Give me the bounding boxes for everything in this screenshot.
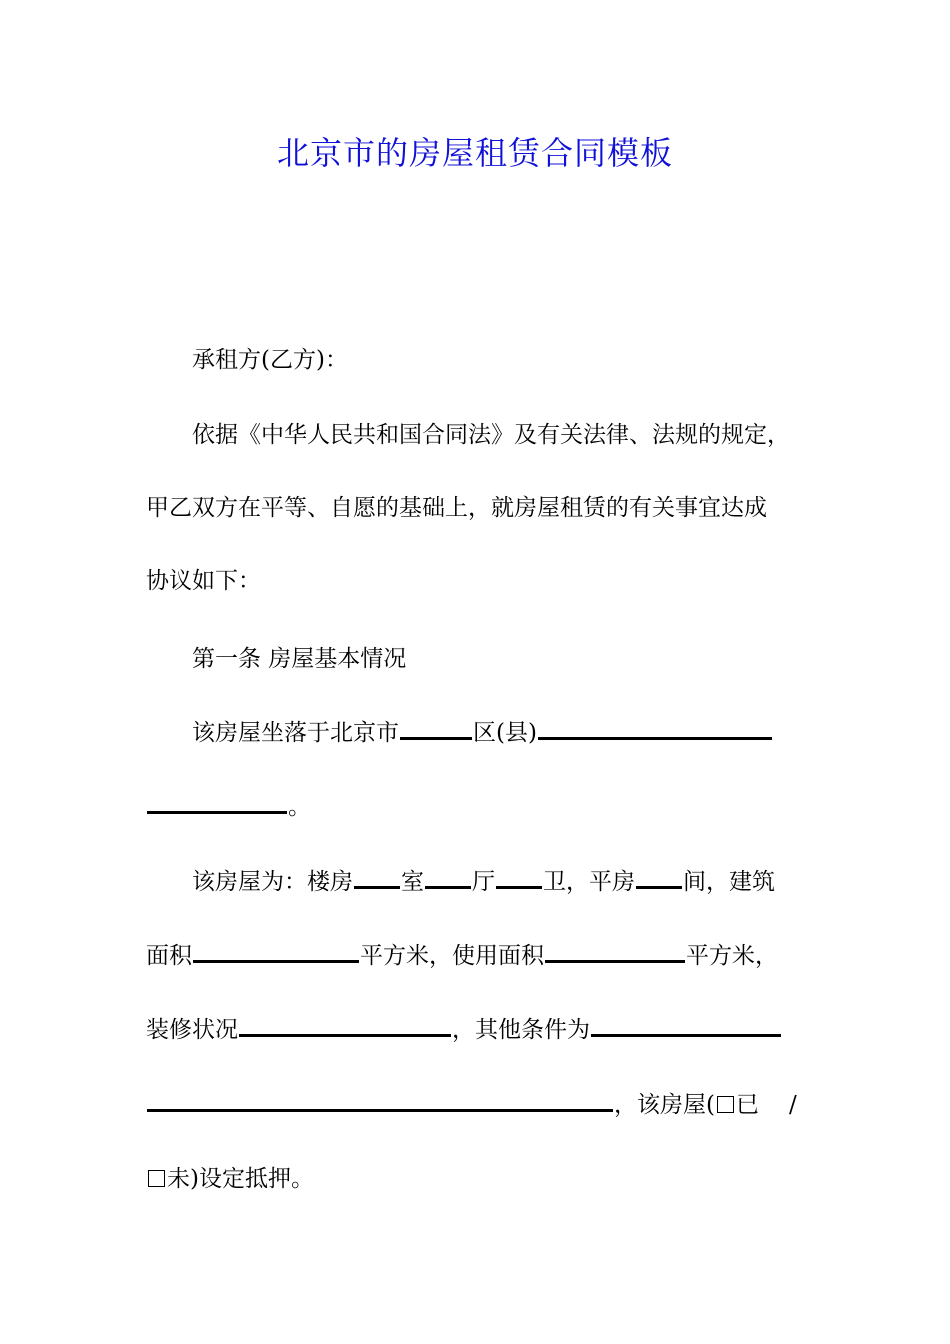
other-conditions-blank-1[interactable] [591,1016,781,1037]
usable-area-blank[interactable] [545,942,685,963]
area-unit-1: 平方米，使用面积 [360,943,544,969]
decoration-other-label: ，其他条件为 [452,1017,590,1043]
article-1-heading: 第一条 房屋基本情况 [192,646,407,672]
layout-jian-label: 间，建筑 [683,869,775,895]
intro-line-2: 甲乙双方在平等、自愿的基础上，就房屋租赁的有关事宜达成 [146,495,767,521]
room-count-blank[interactable] [354,868,400,889]
location-line-2 [146,792,311,822]
layout-line [192,867,775,897]
layout-room-label: 室 [401,869,424,895]
area-unit-2: 平方米， [686,943,778,969]
mortgage-line [146,1090,797,1120]
address-blank-1[interactable] [538,719,772,740]
mortgage-yes-label: 已 [735,1092,759,1118]
mortgage-prefix: ，该房屋( [614,1092,715,1118]
location-end: 。 [288,794,311,820]
mortgage-no-label: 未)设定抵押。 [167,1166,314,1192]
layout-bath-label: 卫，平房 [543,869,635,895]
intro-line-3: 协议如下： [146,568,261,594]
district-blank[interactable] [400,719,472,740]
location-district-label: 区(县) [473,720,537,746]
other-conditions-blank-2[interactable] [147,1091,613,1112]
layout-prefix: 该房屋为：楼房 [192,869,353,895]
layout-hall-label: 厅 [472,869,495,895]
address-blank-2[interactable] [147,793,287,814]
decoration-blank[interactable] [239,1016,451,1037]
document-title: 北京市的房屋租赁合同模板 [276,134,673,172]
location-prefix: 该房屋坐落于北京市 [192,720,399,746]
area-line [146,941,778,971]
mortgage-yes-checkbox[interactable] [717,1096,734,1113]
location-line [192,718,773,748]
mortgage-slash: / [788,1092,797,1118]
decoration-prefix: 装修状况 [146,1017,238,1043]
bungalow-count-blank[interactable] [636,868,682,889]
mortgage-no-checkbox[interactable] [148,1170,165,1187]
bath-count-blank[interactable] [496,868,542,889]
decoration-line [146,1015,782,1045]
area-prefix: 面积 [146,943,192,969]
hall-count-blank[interactable] [425,868,471,889]
intro-line-1: 依据《中华人民共和国合同法》及有关法律、法规的规定， [192,422,790,448]
tenant-label: 承租方(乙方)： [192,347,348,373]
building-area-blank[interactable] [193,942,359,963]
mortgage-line-2 [146,1164,314,1194]
